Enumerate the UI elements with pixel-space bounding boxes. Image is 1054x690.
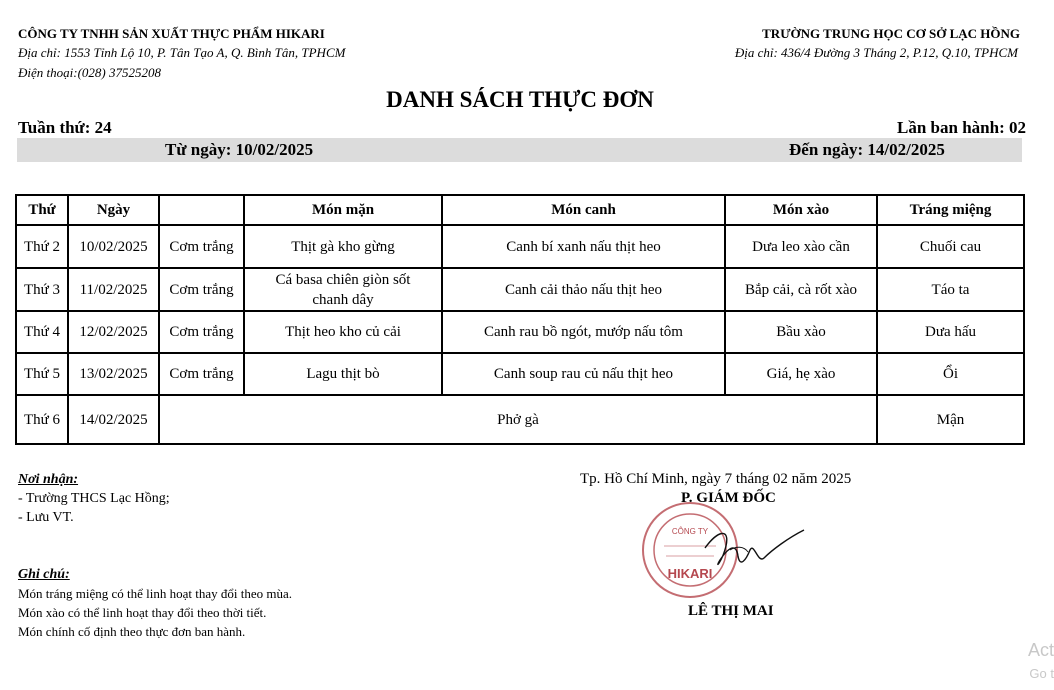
school-address: Địa chỉ: 436/4 Đường 3 Tháng 2, P.12, Q.10, TPHCM <box>734 45 1018 60</box>
recipient-item: - Lưu VT. <box>18 510 74 525</box>
signer-name: LÊ THỊ MAI <box>688 603 774 619</box>
signature-date: Tp. Hồ Chí Minh, ngày 7 tháng 02 năm 2025 <box>580 471 852 487</box>
table-row <box>16 268 1024 311</box>
cell-dessert: Chuối cau <box>877 225 1024 268</box>
cell-dessert: Mận <box>877 395 1024 444</box>
header-date: Ngày <box>68 195 159 225</box>
handwritten-signature <box>700 520 810 580</box>
notes-title: Ghi chú: <box>18 567 70 582</box>
menu-table <box>15 194 1025 445</box>
cell-dessert: Ổi <box>877 353 1024 395</box>
note-item: Món chính cố định theo thực đơn ban hành. <box>18 624 246 639</box>
cell-dessert: Táo ta <box>877 268 1024 311</box>
cell-day: Thứ 6 <box>16 395 68 444</box>
table-row <box>16 353 1024 395</box>
header-day: Thứ <box>16 195 68 225</box>
cell-day: Thứ 4 <box>16 311 68 353</box>
cell-rice: Cơm trắng <box>159 311 244 353</box>
note-item: Món tráng miệng có thể linh hoạt thay đổi theo mùa. <box>18 586 293 601</box>
cell-rice: Cơm trắng <box>159 268 244 311</box>
company-phone: Điện thoại:(028) 37525208 <box>18 65 161 80</box>
stamp-center-text: CÔNG TY <box>671 527 709 536</box>
cell-day: Thứ 2 <box>16 225 68 268</box>
header-soup: Món canh <box>442 195 725 225</box>
from-date: Từ ngày: 10/02/2025 <box>165 140 314 159</box>
recipients-title: Nơi nhận: <box>18 472 79 487</box>
table-row <box>16 225 1024 268</box>
header-dessert: Tráng miệng <box>877 195 1024 225</box>
header-rice <box>159 195 244 225</box>
header-main-dish: Món mặn <box>244 195 442 225</box>
cell-dessert: Dưa hấu <box>877 311 1024 353</box>
recipient-item: - Trường THCS Lạc Hồng; <box>18 491 170 506</box>
stamp-brand: HIKARI <box>667 566 713 581</box>
cell-stir-fry: Bầu xào <box>725 311 877 353</box>
cell-date: 10/02/2025 <box>68 225 159 268</box>
cell-rice: Cơm trắng <box>159 353 244 395</box>
table-header-row <box>16 195 1024 225</box>
cell-rice: Cơm trắng <box>159 225 244 268</box>
table-row <box>16 395 1024 444</box>
table-row <box>16 311 1024 353</box>
edition-number: Lần ban hành: 02 <box>897 118 1026 137</box>
cell-soup: Canh cải thảo nấu thịt heo <box>442 268 725 311</box>
cell-main-dish: Thịt gà kho gừng <box>244 225 442 268</box>
activation-watermark: Act <box>1027 640 1054 660</box>
activation-watermark-subtext: Go t <box>1029 666 1054 681</box>
company-name: CÔNG TY TNHH SẢN XUẤT THỰC PHẨM HIKARI <box>18 26 325 41</box>
week-number: Tuần thứ: 24 <box>18 118 112 137</box>
cell-stir-fry: Dưa leo xào cần <box>725 225 877 268</box>
cell-stir-fry: Giá, hẹ xào <box>725 353 877 395</box>
cell-day: Thứ 5 <box>16 353 68 395</box>
cell-date: 12/02/2025 <box>68 311 159 353</box>
cell-date: 11/02/2025 <box>68 268 159 311</box>
cell-main-dish: Thịt heo kho củ cải <box>244 311 442 353</box>
cell-date: 14/02/2025 <box>68 395 159 444</box>
cell-soup: Canh bí xanh nấu thịt heo <box>442 225 725 268</box>
to-date: Đến ngày: 14/02/2025 <box>789 140 945 159</box>
cell-date: 13/02/2025 <box>68 353 159 395</box>
cell-day: Thứ 3 <box>16 268 68 311</box>
document-title: DANH SÁCH THỰC ĐƠN <box>386 87 654 112</box>
cell-soup: Canh rau bồ ngót, mướp nấu tôm <box>442 311 725 353</box>
cell-stir-fry: Bắp cải, cà rốt xào <box>725 268 877 311</box>
cell-merged-meal: Phở gà <box>159 395 877 444</box>
cell-soup: Canh soup rau củ nấu thịt heo <box>442 353 725 395</box>
cell-main-dish: Cá basa chiên giòn sốt chanh dây <box>244 268 442 311</box>
signer-role: P. GIÁM ĐỐC <box>681 490 776 506</box>
cell-main-dish: Lagu thịt bò <box>244 353 442 395</box>
company-address: Địa chỉ: 1553 Tỉnh Lộ 10, P. Tân Tạo A, Q. Bình Tân, TPHCM <box>18 45 346 60</box>
header-stir-fry: Món xào <box>725 195 877 225</box>
school-name: TRƯỜNG TRUNG HỌC CƠ SỞ LẠC HỒNG <box>762 26 1020 41</box>
note-item: Món xào có thể linh hoạt thay đổi theo thời tiết. <box>18 605 267 620</box>
